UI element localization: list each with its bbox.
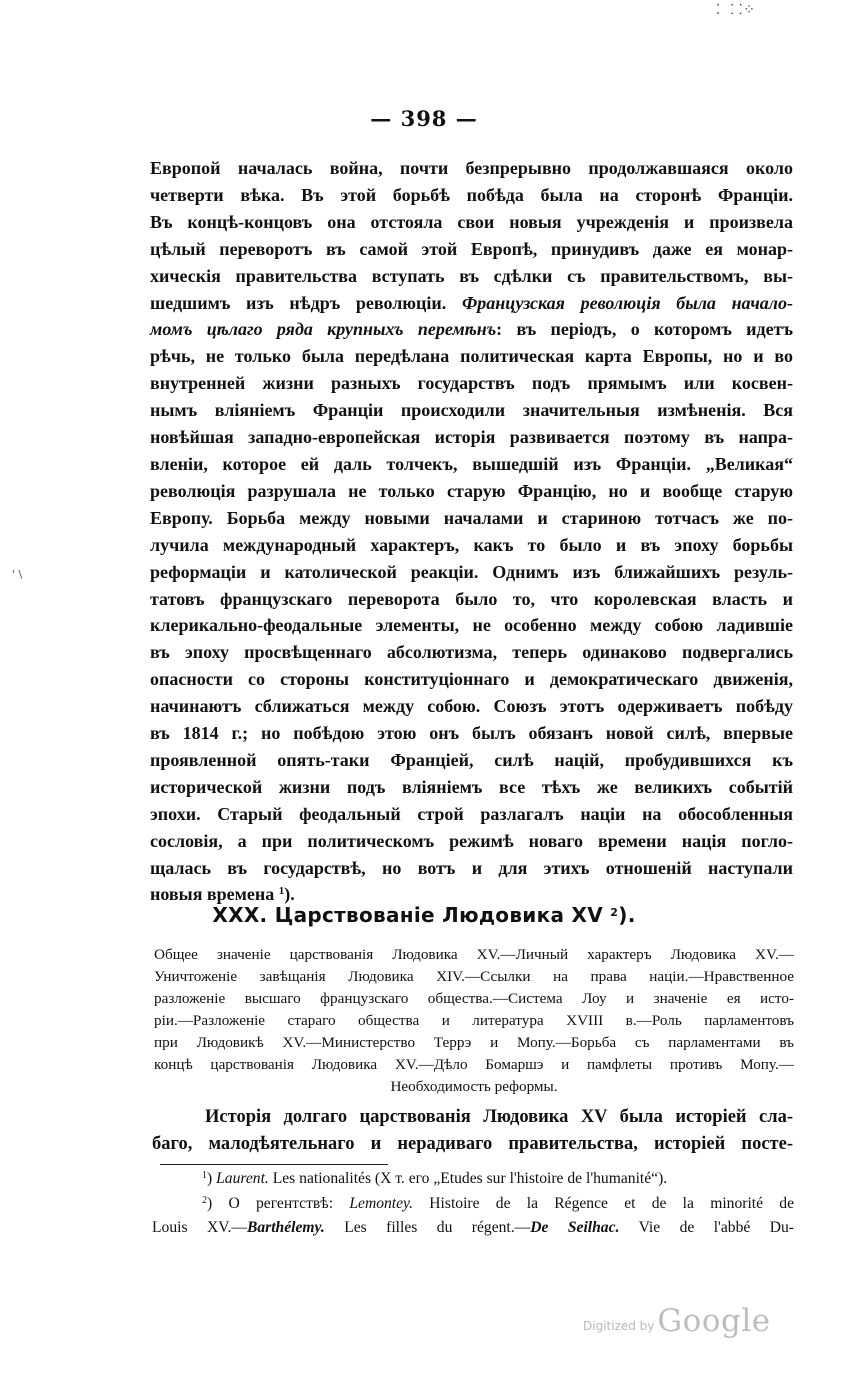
footnote-divider — [160, 1164, 388, 1165]
summary-line: Уничтоженіе завѣщанія Людовика XIV.—Ссылки на права націи.—Нравственное — [154, 968, 794, 985]
summary-line: Общее значеніе царствованія Людовика XV.—Личный характеръ Людовика XV.— — [154, 946, 794, 963]
footnote-text: Histoire de la Régence et de la minorité de — [429, 1194, 795, 1212]
text-segment: : въ періодъ, о которомъ идетъ — [496, 319, 793, 340]
summary-line: при Людовикѣ XV.—Министерство Террэ и Мопу.—Борьба съ парламентами въ — [154, 1034, 794, 1051]
text-line: вленіи, которое ей даль толчекъ, вышедшій изъ Франціи. „Великая“ — [150, 453, 793, 474]
text-line: Въ концѣ-концовъ она отстояла свои новыя учрежденія и произвела — [150, 211, 793, 232]
summary-line: Необходимость реформы. — [390, 1078, 558, 1095]
footnote-text: Louis XV.— — [152, 1219, 247, 1236]
footnote-paren: ) — [207, 1170, 213, 1187]
text-line: лучила международный характеръ, какъ то было и въ эпоху борьбы — [150, 534, 793, 555]
text-segment: ). — [284, 884, 295, 905]
text-line: внутренней жизни разныхъ государствъ подъ прямымъ или косвен- — [150, 373, 793, 394]
text-segment: шедшимъ изъ нѣдръ революціи. — [150, 292, 447, 313]
text-line: въ эпоху просвѣщеннаго абсолютизма, теперь одинаково подвергались — [150, 642, 793, 663]
emphasis-text: момъ цѣлаго ряда крупныхъ перемѣнъ — [150, 319, 497, 340]
footnote-mark: 1 — [202, 1170, 207, 1181]
text-line: нымъ вліяніемъ Франціи происходили значительныя измѣненія. Вся — [150, 400, 793, 421]
chapter-title: XXX. Царствованіе Людовика XV — [212, 903, 604, 927]
text-line: эпохи. Старый феодальный строй разлагалъ націи на обособленныя — [150, 803, 793, 824]
text-line: проявленной опять-таки Франціей, силѣ націй, пробудившихся къ — [150, 749, 793, 770]
footnote-text: Les filles du régent.— — [344, 1219, 531, 1236]
chapter-summary — [154, 944, 794, 1098]
chapter-heading — [0, 903, 848, 927]
summary-line: ріи.—Разложеніе стараго общества и литература XVIII в.—Роль парламентовъ — [154, 1012, 794, 1029]
text-line — [150, 290, 793, 317]
emphasis-text: Французская революція была начало- — [461, 292, 793, 313]
footnote-prefix: О регентствѣ: — [228, 1194, 334, 1212]
footnote-author: Barthélemy. — [246, 1219, 325, 1236]
footnote-paren: ) — [207, 1194, 213, 1212]
text-line: Европой началась война, почти безпрерывно продолжавшаяся около — [150, 158, 793, 178]
text-line: Европу. Борьба между новыми началами и стариною тотчасъ же по- — [150, 507, 793, 528]
summary-line: разложеніе высшаго французскаго общества.—Система Лоу и значеніе ея исто- — [154, 990, 794, 1007]
text-line: цѣлый переворотъ въ самой этой Европѣ, принудивъ даже ея монар- — [150, 238, 793, 259]
footnote-text: Vie de l'abbé Du- — [638, 1219, 794, 1236]
page-number: — 398 — — [370, 106, 478, 131]
corner-scan-marks: ⁚ ⸬⁘ — [715, 2, 756, 18]
digitized-watermark — [583, 1299, 771, 1339]
chapter-body — [152, 1104, 793, 1158]
text-line — [150, 316, 793, 343]
text-line: щалась въ государствѣ, но вотъ и для этихъ отношеній наступали — [150, 857, 793, 878]
summary-line: концѣ царствованія Людовика XV.—Дѣло Бомаршэ и памфлеты противъ Мопу.— — [154, 1056, 794, 1073]
text-line: клерикально-феодальные элементы, не особенно между собою ладившіе — [150, 615, 793, 636]
text-line: въ 1814 г.; но побѣдою этою онъ былъ обязанъ новой силѣ, впервые — [150, 723, 793, 744]
footnote-author: De Seilhac. — [530, 1219, 620, 1236]
footnote-2-cont — [152, 1216, 794, 1241]
margin-mark: ' \ — [12, 568, 23, 581]
text-line: начинаютъ сближаться между собою. Союзъ этотъ одерживаетъ побѣду — [150, 696, 793, 717]
text-line: новѣйшая западно-европейская исторія развивается поэтому въ напра- — [150, 427, 793, 448]
footnotes — [152, 1167, 794, 1241]
text-line: четверти вѣка. Въ этой борьбѣ побѣда была на сторонѣ Франціи. — [150, 184, 793, 205]
footnote-ref: 1 — [278, 885, 285, 898]
text-segment: новыя времена — [150, 884, 275, 905]
footnote-ref: 2 — [610, 906, 619, 919]
text-line: сословія, а при политическомъ режимѣ новаго времени нація погло- — [150, 830, 793, 851]
digitized-label: Digitized by — [583, 1319, 655, 1333]
footnote-author: Lemontey. — [349, 1194, 414, 1212]
text-line: реформаціи и католической реакціи. Однимъ изъ ближайшихъ резуль- — [150, 561, 793, 582]
text-line: баго, малодѣятельнаго и нерадиваго правительства, исторіей посте- — [152, 1134, 793, 1154]
text-line: опасности со стороны конституціоннаго и демократическаго движенія, — [150, 669, 793, 690]
footnote-mark: 2 — [202, 1194, 207, 1206]
text-line: исторической жизни подъ вліяніемъ все тѣхъ же великихъ событій — [150, 776, 793, 797]
text-line: рѣчь, не только была передѣлана политическая карта Европы, но и во — [150, 346, 793, 367]
chapter-title-tail: ). — [618, 903, 636, 927]
text-line: Исторія долгаго царствованія Людовика XV была исторіей сла- — [205, 1107, 793, 1127]
footnote-1 — [152, 1167, 794, 1192]
main-paragraph — [150, 155, 793, 908]
footnote-author: Laurent. — [216, 1170, 269, 1187]
text-line: татовъ французскаго переворота было то, что королевская власть и — [150, 588, 793, 609]
google-logo: Google — [657, 1303, 771, 1339]
footnote-2 — [152, 1192, 794, 1217]
text-line: хическія правительства вступать въ сдѣлки съ правительствомъ, вы- — [150, 265, 793, 286]
text-line: революція разрушала не только старую Францію, но и вообще старую — [150, 480, 793, 501]
footnote-text: Les nationalités (X т. его „Etudes sur l'histoire de l'humanité“). — [272, 1170, 668, 1187]
